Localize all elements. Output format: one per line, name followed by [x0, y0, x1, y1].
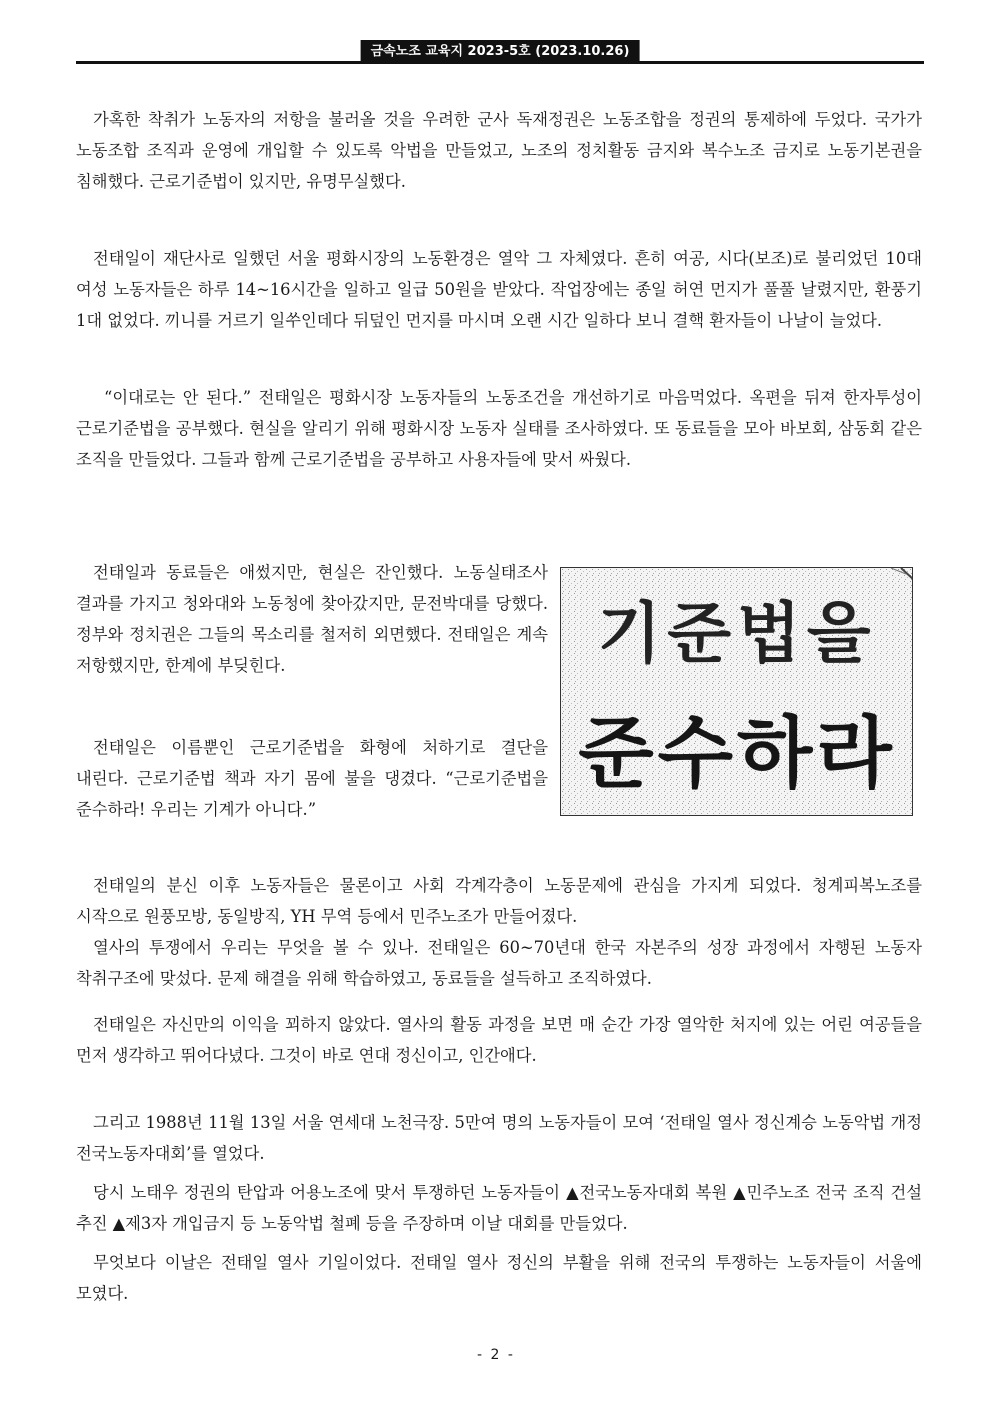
publication-title: 금속노조 교육지 2023-5호 (2023.10.26)	[361, 40, 640, 63]
paragraph-6: 전태일의 분신 이후 노동자들은 물론이고 사회 각계각층이 노동문제에 관심을 가지게 되었다. 청계피복노조를 시작으로 원풍모방, 동일방직, YH 무역 등에서 민주노조가 만들어졌다.	[76, 876, 922, 926]
page-header	[76, 40, 924, 64]
paragraph-10: 당시 노태우 정권의 탄압과 어용노조에 맞서 투쟁하던 노동자들이 ▲전국노동자대회 복원 ▲민주노조 전국 조직 건설 추진 ▲제3자 개입금지 등 노동악법 철폐 등을 주장하며 이날 대회를 만들었다.	[76, 1183, 922, 1233]
paragraph-5: 전태일은 이름뿐인 근로기준법을 화형에 처하기로 결단을 내린다. 근로기준법 책과 자기 몸에 불을 댕겼다. “근로기준법을 준수하라! 우리는 기계가 아니다.”	[76, 738, 548, 819]
calligraphy-banner-icon	[561, 568, 913, 816]
paragraph-3: “이대로는 안 된다.” 전태일은 평화시장 노동자들의 노동조건을 개선하기로 마음먹었다. 옥편을 뒤져 한자투성이 근로기준법을 공부했다. 현실을 알리기 위해 평화시장 노동자 실태를 조사하였다. 또 동료들을 모아 바보회, 삼동회 같은 조직을 만들었다. 그들과 함께 근로기준법을 공부하고 사용자들에 맞서 싸웠다.	[76, 388, 922, 469]
calligraphy-banner-image	[560, 567, 913, 816]
paragraph-2: 전태일이 재단사로 일했던 서울 평화시장의 노동환경은 열악 그 자체였다. 흔히 여공, 시다(보조)로 불리었던 10대 여성 노동자들은 하루 14~16시간을 일하고 일급 50원을 받았다. 작업장에는 종일 허연 먼지가 풀풀 날렸지만, 환풍기 1대 없었다. 끼니를 거르기 일쑤인데다 뒤덮인 먼지를 마시며 오랜 시간 일하다 보니 결핵 환자들이 나날이 늘었다.	[76, 249, 922, 330]
paragraph-9: 그리고 1988년 11월 13일 서울 연세대 노천극장. 5만여 명의 노동자들이 모여 ‘전태일 열사 정신계승 노동악법 개정 전국노동자대회’를 열었다.	[76, 1113, 922, 1163]
header-rule	[76, 61, 924, 64]
calligraphy-line-2: 준수하라	[578, 709, 896, 799]
calligraphy-line-1: 기준법을	[597, 595, 877, 672]
paragraph-4: 전태일과 동료들은 애썼지만, 현실은 잔인했다. 노동실태조사 결과를 가지고 청와대와 노동청에 찾아갔지만, 문전박대를 당했다. 정부와 정치권은 그들의 목소리를 철저히 외면했다. 전태일은 계속 저항했지만, 한계에 부딪힌다.	[76, 563, 548, 675]
paragraph-11: 무엇보다 이날은 전태일 열사 기일이었다. 전태일 열사 정신의 부활을 위해 전국의 투쟁하는 노동자들이 서울에 모였다.	[76, 1253, 922, 1303]
paragraph-8: 전태일은 자신만의 이익을 꾀하지 않았다. 열사의 활동 과정을 보면 매 순간 가장 열악한 처지에 있는 어린 여공들을 먼저 생각하고 뛰어다녔다. 그것이 바로 연대 정신이고, 인간애다.	[76, 1015, 922, 1065]
paragraph-7: 열사의 투쟁에서 우리는 무엇을 볼 수 있나. 전태일은 60~70년대 한국 자본주의 성장 과정에서 자행된 노동자 착취구조에 맞섰다. 문제 해결을 위해 학습하였고, 동료들을 설득하고 조직하였다.	[76, 938, 922, 988]
page-number: - 2 -	[477, 1347, 515, 1363]
paragraph-1: 가혹한 착취가 노동자의 저항을 불러올 것을 우려한 군사 독재정권은 노동조합을 정권의 통제하에 두었다. 국가가 노동조합 조직과 운영에 개입할 수 있도록 악법을 만들었고, 노조의 정치활동 금지와 복수노조 금지로 노동기본권을 침해했다. 근로기준법이 있지만, 유명무실했다.	[76, 110, 922, 191]
